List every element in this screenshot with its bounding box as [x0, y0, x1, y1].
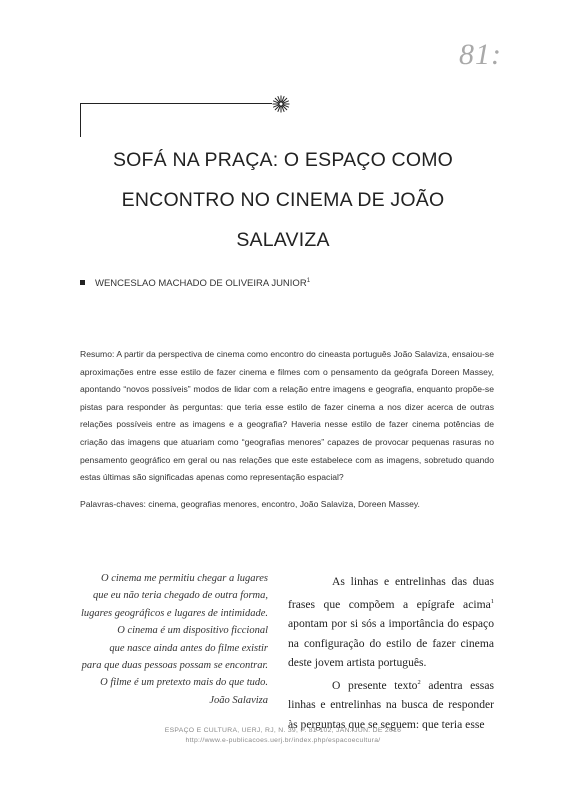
epigraph-line: O filme é um pretexto mais do que tudo. [100, 677, 268, 689]
square-bullet-icon [80, 280, 85, 285]
epigraph-line: lugares geográficos e lugares de intimidade. [80, 607, 268, 619]
abstract: Resumo: A partir da perspectiva de cinema como encontro do cineasta português João Salaviza, ensaiou-se aproximações entre esse estilo de fazer cinema e filmes com o pensamento da geógrafa Doreen Massey, apontando “novos possíveis” modos de lidar com a relação entre imagens e geografia, enquanto propõe-se pistas para responder às perguntas: que teria esse estilo de fazer cinema a nos dizer acerca de outras relações possíveis entre as imagens e a geografia? Haveria nesse estilo de fazer cinema potências de criação das imagens que atuariam como “geografias menores” capazes de provocar pequenas rasuras no pensamento geográfico em geral ou nas relações que este estabelece com as imagens, sobretudo quando estas últimas são significadas apenas como representação espacial? [80, 349, 494, 483]
author-line [80, 278, 310, 289]
body-text [288, 572, 494, 734]
epigraph [68, 570, 268, 709]
footnote-marker[interactable]: 2 [417, 678, 421, 686]
page-footer [0, 726, 566, 746]
title-line: SALAVIZA [236, 229, 330, 251]
epigraph-line: que eu não teria chegado de outra forma, [93, 590, 268, 602]
author-name: WENCESLAO MACHADO DE OLIVEIRA JUNIOR [95, 278, 307, 289]
title-frame-horizontal-rule [80, 103, 272, 104]
epigraph-line: para que duas pessoas possam se encontrar. [81, 660, 268, 672]
title-line: SOFÁ NA PRAÇA: O ESPAÇO COMO [112, 149, 454, 171]
epigraph-line: que nasce ainda antes do filme existir [109, 642, 268, 654]
title-frame-vertical-rule [80, 103, 81, 137]
sunburst-icon [272, 95, 290, 113]
footnote-marker[interactable]: 1 [490, 597, 494, 605]
journal-citation: ESPAÇO E CULTURA, UERJ, RJ, N. 39, P. 81-102, JAN./JUN. DE 2016 [164, 727, 402, 734]
epigraph-line: O cinema me permitiu chegar a lugares [101, 573, 268, 584]
title-line: ENCONTRO NO CINEMA DE JOÃO [121, 189, 445, 211]
author-footnote-marker[interactable]: 1 [306, 278, 311, 284]
epigraph-attribution: João Salaviza [209, 694, 268, 706]
epigraph-line: O cinema é um dispositivo ficcional [117, 625, 268, 637]
body-paragraph: O presente texto$^2$ adentra essas linhas e entrelinhas na busca de responder às perguntas que se seguem: que teria esse [288, 678, 494, 731]
journal-url[interactable]: http://www.e-publicacoes.uerj.br/index.php/espacoecultura/ [185, 737, 381, 744]
keywords: Palavras-chaves: cinema, geografias menores, encontro, João Salaviza, Doreen Massey. [80, 499, 420, 509]
body-paragraph: As linhas e entrelinhas das duas frases que compõem a epígrafe acima$^1$ apontam por si sós a importância do espaço na configuração do estilo de fazer cinema deste jovem artista português. [288, 575, 494, 670]
page-number: 81: [459, 38, 502, 71]
article-title [100, 140, 466, 260]
